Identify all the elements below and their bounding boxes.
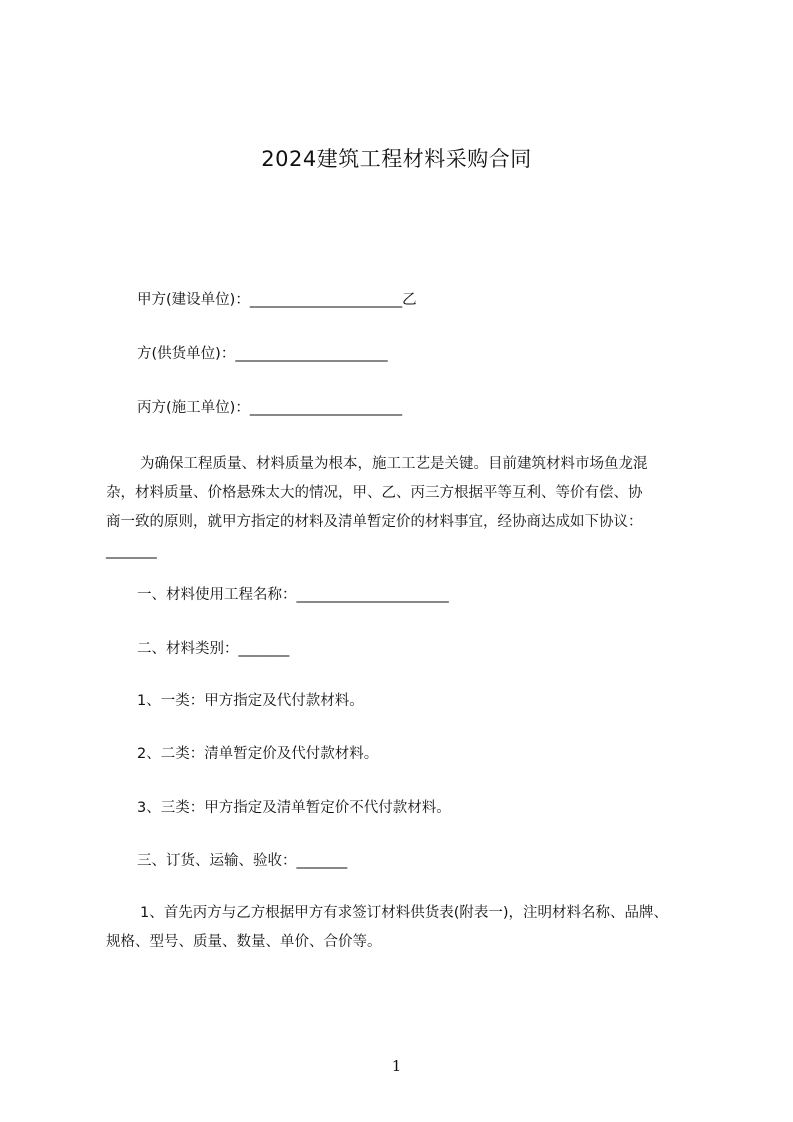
page-number: 1 (391, 1057, 402, 1075)
document-title: 2024建筑工程材料采购合同 (261, 147, 532, 171)
intro-paragraph (106, 450, 648, 566)
order-paragraph (106, 899, 668, 957)
intro-line-3: 商一致的原则，就甲方指定的材料及清单暂定价的材料事宜，经协商达成如下协议： (106, 514, 643, 530)
material-class-3: 3、三类：甲方指定及清单暂定价不代付款材料。 (137, 800, 451, 816)
order-line-2: 规格、型号、质量、数量、单价、合价等。 (106, 934, 382, 950)
section-1-heading: 一、材料使用工程名称：_____________________ (137, 587, 449, 603)
intro-line-2: 杂，材料质量、价格悬殊太大的情况，甲、乙、丙三方根据平等互利、等价有偿、协 (106, 485, 643, 501)
section-2-heading: 二、材料类别：_______ (137, 641, 290, 657)
party-b-line: 方(供货单位)：_____________________ (137, 346, 388, 362)
section-3-heading: 三、订货、运输、验收：_______ (137, 853, 348, 869)
material-class-2: 2、二类：清单暂定价及代付款材料。 (137, 746, 379, 762)
order-line-1: 1、首先丙方与乙方根据甲方有求签订材料供货表(附表一)，注明材料名称、品牌、 (140, 905, 669, 921)
material-class-1: 1、一类：甲方指定及代付款材料。 (137, 693, 364, 709)
intro-line-4: _______ (106, 543, 157, 559)
party-c-line: 丙方(施工单位)：_____________________ (137, 400, 403, 416)
intro-line-1: 为确保工程质量、材料质量为根本，施工工艺是关键。目前建筑材料市场鱼龙混 (140, 456, 648, 472)
party-a-line: 甲方(建设单位)：_____________________乙 (137, 292, 417, 308)
